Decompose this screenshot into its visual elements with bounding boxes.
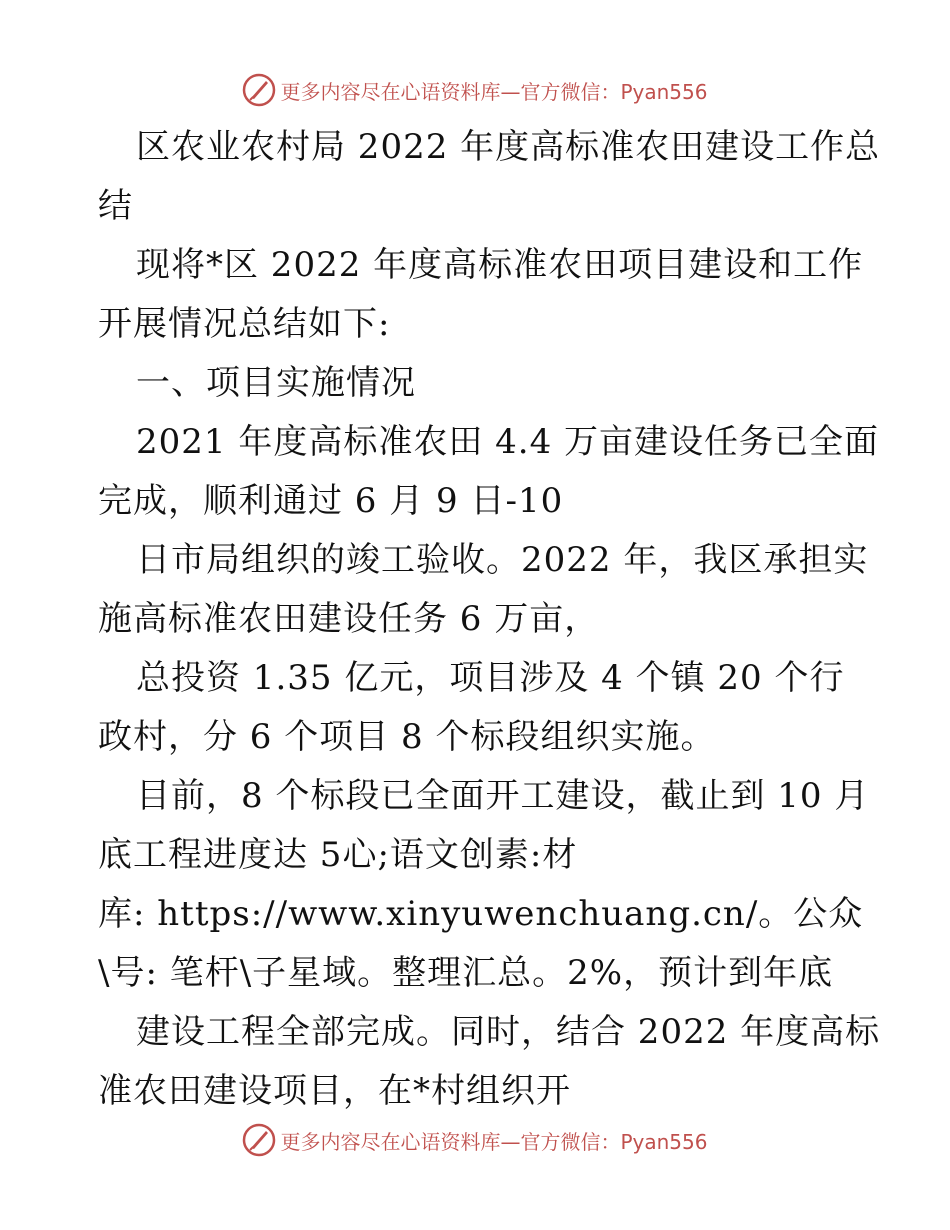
text-line: 开展情况总结如下: bbox=[98, 304, 391, 344]
text-line: 目前，8 个标段已全面开工建设，截止到 10 月 bbox=[136, 776, 870, 816]
watermark-banner-top bbox=[0, 70, 950, 110]
text-line: 政村，分 6 个项目 8 个标段组织实施。 bbox=[98, 717, 716, 757]
text-line: 2021 年度高标准农田 4.4 万亩建设任务已全面 bbox=[136, 422, 880, 462]
quill-seal-icon bbox=[242, 1123, 276, 1157]
text-line: 准农田建设项目，在*村组织开 bbox=[98, 1071, 571, 1111]
watermark-text: 更多内容尽在心语资料库—官方微信：Pyan556 bbox=[280, 79, 708, 104]
text-line: 区农业农村局 2022 年度高标准农田建设工作总 bbox=[136, 127, 881, 167]
watermark-banner-bottom bbox=[0, 1120, 950, 1160]
text-line: 总投资 1.35 亿元，项目涉及 4 个镇 20 个行 bbox=[136, 658, 845, 698]
text-line: 底工程进度达 5心;语文创素:材 bbox=[98, 835, 578, 875]
quill-seal-icon bbox=[242, 73, 276, 107]
text-line: 施高标准农田建设任务 6 万亩， bbox=[98, 599, 600, 639]
text-line: 结 bbox=[98, 186, 133, 226]
body-text bbox=[98, 118, 881, 1121]
text-line: \号: 笔杆\子星域。整理汇总。2%，预计到年底 bbox=[98, 953, 834, 993]
text-line: 日市局组织的竣工验收。2022 年，我区承担实 bbox=[136, 540, 869, 580]
text-line: 库: https://www.xinyuwenchuang.cn/。公众 bbox=[98, 894, 864, 934]
text-line: 现将*区 2022 年度高标准农田项目建设和工作 bbox=[136, 245, 864, 285]
text-line: 建设工程全部完成。同时，结合 2022 年度高标 bbox=[136, 1012, 881, 1052]
text-line: 完成，顺利通过 6 月 9 日-10 bbox=[98, 481, 564, 521]
watermark-text: 更多内容尽在心语资料库—官方微信：Pyan556 bbox=[280, 1129, 708, 1154]
section-heading: 一、项目实施情况 bbox=[136, 363, 416, 403]
